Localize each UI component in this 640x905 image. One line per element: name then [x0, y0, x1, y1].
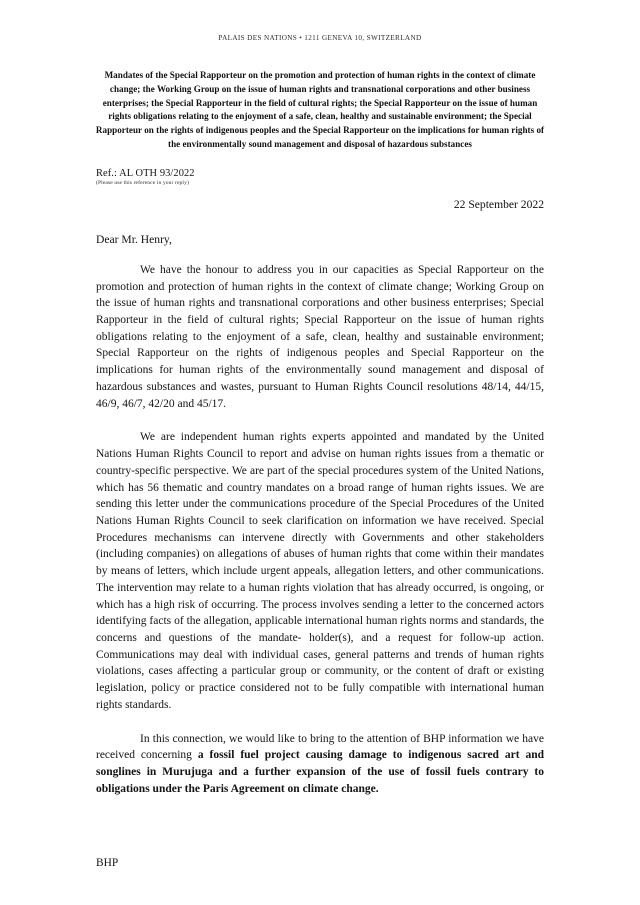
reference-block — [96, 168, 640, 186]
body-paragraph-1: We have the honour to address you in our capacities as Special Rapporteur on the promotion and protection of human rights in the context of climate change; Working Group on the issue of human rights and transnational corporations and other business enterprises; Special Rapporteur in the field of cultural rights; Special Rapporteur on the issue of human rights obligations relating to the enjoyment of a safe, clean, healthy and sustainable environment; Special Rapporteur on the rights of indigenous peoples and Special Rapporteur on the implications for human rights of the environmentally sound management and disposal of hazardous substances and wastes, pursuant to Human Rights Council resolutions 48/14, 44/15, 46/9, 46/7, 42/20 and 45/17. — [96, 263, 544, 410]
reference-note: (Please use this reference in your reply) — [96, 179, 189, 186]
salutation: Dear Mr. Henry, — [96, 232, 172, 246]
reference-number: Ref.: AL OTH 93/2022 — [96, 167, 195, 179]
mandate-title: Mandates of the Special Rapporteur on the promotion and protection of human rights in the context of climate change; the Working Group on the issue of human rights and transnational corporations and other business enterprises; the Special Rapporteur in the field of cultural rights; the Special Rapporteur on the issue of human rights obligations relating to the enjoyment of a safe, clean, healthy and sustainable environment; the Special Rapporteur on the rights of indigenous peoples and the Special Rapporteur on the implications for human rights of the environmentally sound management and disposal of hazardous substances — [95, 70, 545, 150]
letterhead-address: PALAIS DES NATIONS • 1211 GENEVA 10, SWITZERLAND — [218, 34, 422, 42]
body-paragraph-3-emphasis: a fossil fuel project causing damage to indigenous sacred art and songlines in Murujuga and a further expansion of the use of fossil fuels contrary to obligations under the Paris Agreement on climate change. — [96, 749, 544, 795]
letter-date: 22 September 2022 — [453, 197, 544, 211]
body-paragraph-3-lead: In this connection, we would like to bring to the attention of BHP information we have received concerning — [96, 732, 544, 762]
body-paragraph-3 — [96, 731, 544, 798]
letter-body — [96, 262, 544, 798]
body-paragraph-2: We are independent human rights experts appointed and mandated by the United Nations Human Rights Council to report and advise on human rights issues from a thematic or country-specific perspective. We are part of the special procedures system of the United Nations, which has 56 thematic and country mandates on a broad range of human rights issues. We are sending this letter under the communications procedure of the Special Procedures of the United Nations Human Rights Council to seek clarification on information we have received. Special Procedures mechanisms can intervene directly with Governments and other stakeholders (including companies) on allegations of abuses of human rights that come within their mandates by means of letters, which include urgent appeals, allegation letters, and other communications. The intervention may relate to a human rights violation that has already occurred, is ongoing, or which has a high risk of occurring. The process involves sending a letter to the concerned actors identifying facts of the allegation, applicable international human rights norms and standards, the concerns and questions of the mandate- holder(s), and a request for follow-up action. Communications may deal with individual cases, general patterns and trends of human rights violations, cases affecting a particular group or community, or the content of draft or existing legislation, policy or practice considered not to be fully compatible with international human rights standards. — [96, 431, 544, 711]
addressee-footer: BHP — [96, 857, 119, 869]
